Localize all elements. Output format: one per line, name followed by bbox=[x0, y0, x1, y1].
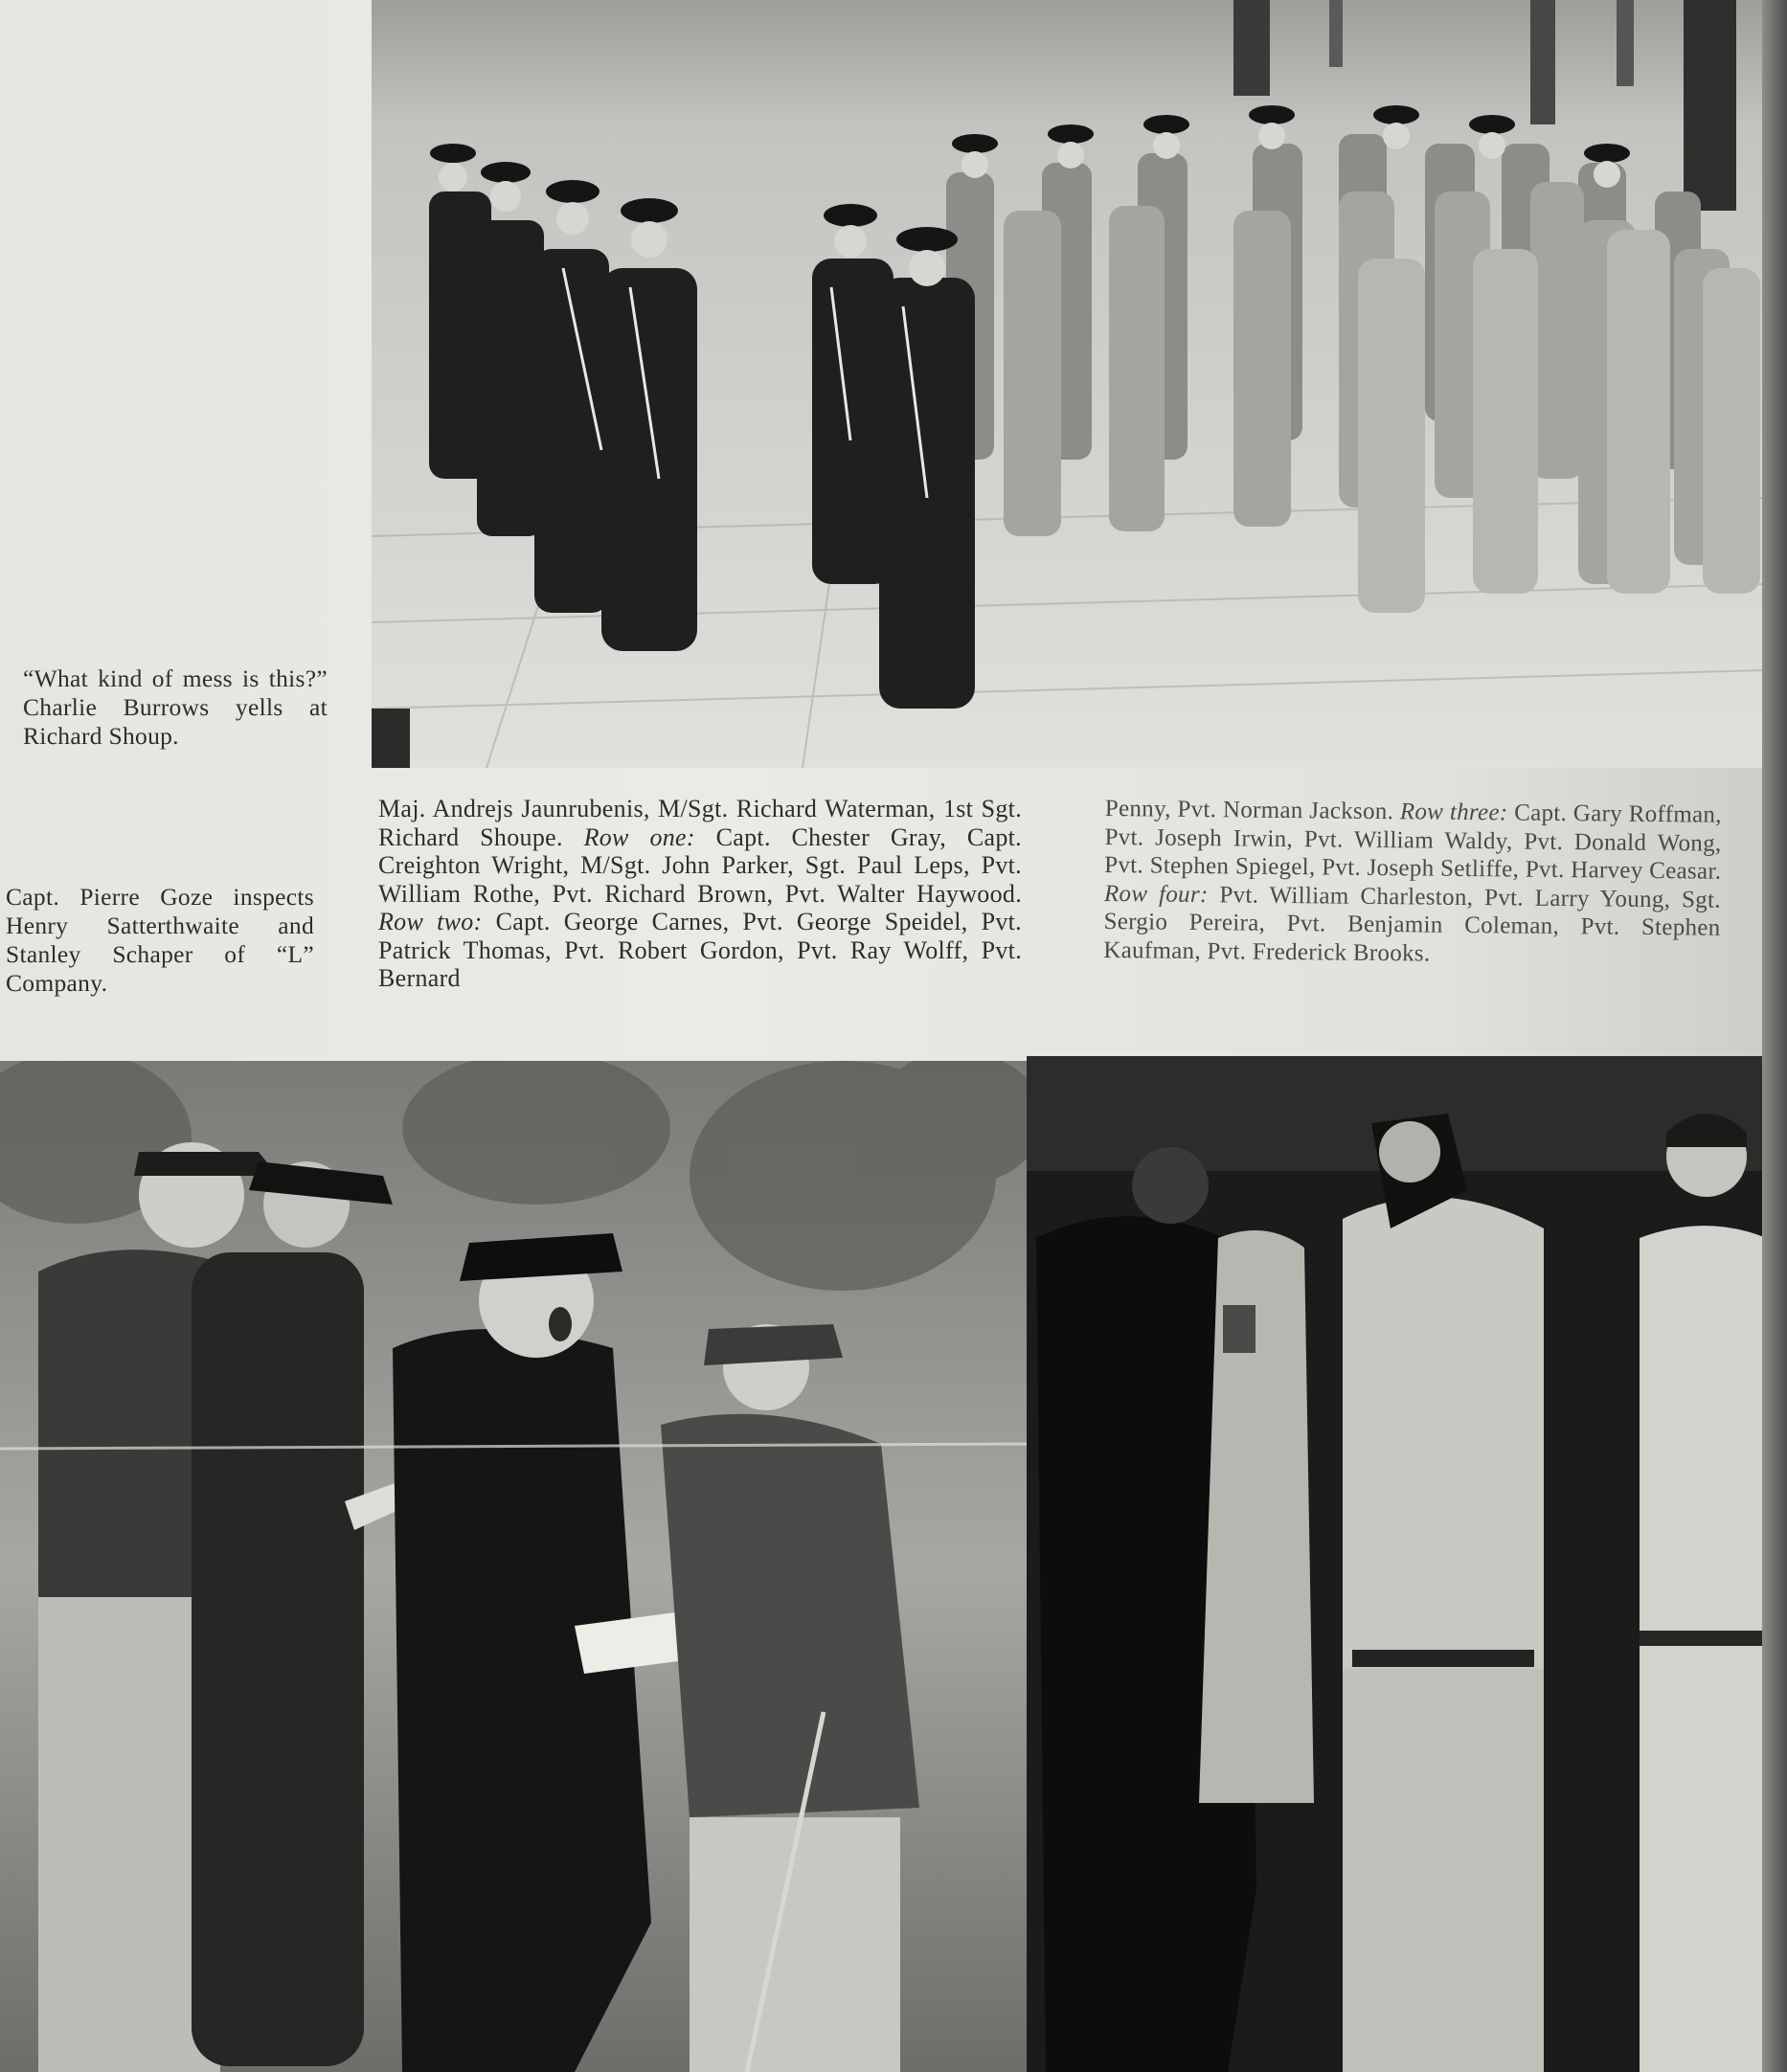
hallway-photo-image bbox=[1027, 1056, 1787, 2072]
row-four-label: Row four: bbox=[1103, 880, 1209, 908]
caption-mess: “What kind of mess is this?” Charlie Burrows yells at Richard Shoup. bbox=[23, 664, 328, 750]
roster-column-1 bbox=[378, 795, 1022, 993]
row-one-label: Row one: bbox=[583, 822, 695, 851]
formation-photo-image bbox=[372, 0, 1763, 768]
row-three-label: Row three: bbox=[1399, 799, 1508, 826]
row-one-names: Capt. Chester Gray, Capt. Creighton Wright, M/Sgt. John Parker, Sgt. Paul Leps, Pvt. William Rothe, Pvt. Richard Brown, Pvt. Walter Haywood. bbox=[378, 822, 1022, 908]
caption-goze: Capt. Pierre Goze inspects Henry Satterthwaite and Stanley Schaper of “L” Company. bbox=[6, 883, 314, 997]
row-two-label: Row two: bbox=[378, 908, 483, 935]
row-three-names: Capt. Gary Roffman, Pvt. Joseph Irwin, Pvt. William Waldy, Pvt. Donald Wong, Pvt. Stephen Spiegel, Pvt. Joseph Setliffe, Pvt. Harvey Ceasar. bbox=[1104, 800, 1722, 885]
inspection-photo-image bbox=[0, 1061, 1030, 2072]
row-four-names: Pvt. William Charleston, Pvt. Larry Young, Sgt. Sergio Pereira, Pvt. Benjamin Coleman, Pvt. Stephen Kaufman, Pvt. Frederick Brooks. bbox=[1103, 881, 1722, 967]
inspection-photo bbox=[0, 1061, 1030, 2072]
formation-photo bbox=[372, 0, 1763, 768]
page-edge bbox=[1762, 0, 1787, 2072]
roster-column-2 bbox=[1103, 795, 1722, 971]
roster-continued: Penny, Pvt. Norman Jackson. bbox=[1104, 795, 1394, 825]
roster-intro: Maj. Andrejs Jaunrubenis, M/Sgt. Richard Waterman, 1st Sgt. Richard Shoupe. bbox=[378, 795, 1022, 851]
hallway-photo bbox=[1027, 1056, 1787, 2072]
row-two-names: Capt. George Carnes, Pvt. George Speidel, Pvt. Patrick Thomas, Pvt. Robert Gordon, Pvt. Ray Wolff, Pvt. Bernard bbox=[378, 908, 1022, 992]
